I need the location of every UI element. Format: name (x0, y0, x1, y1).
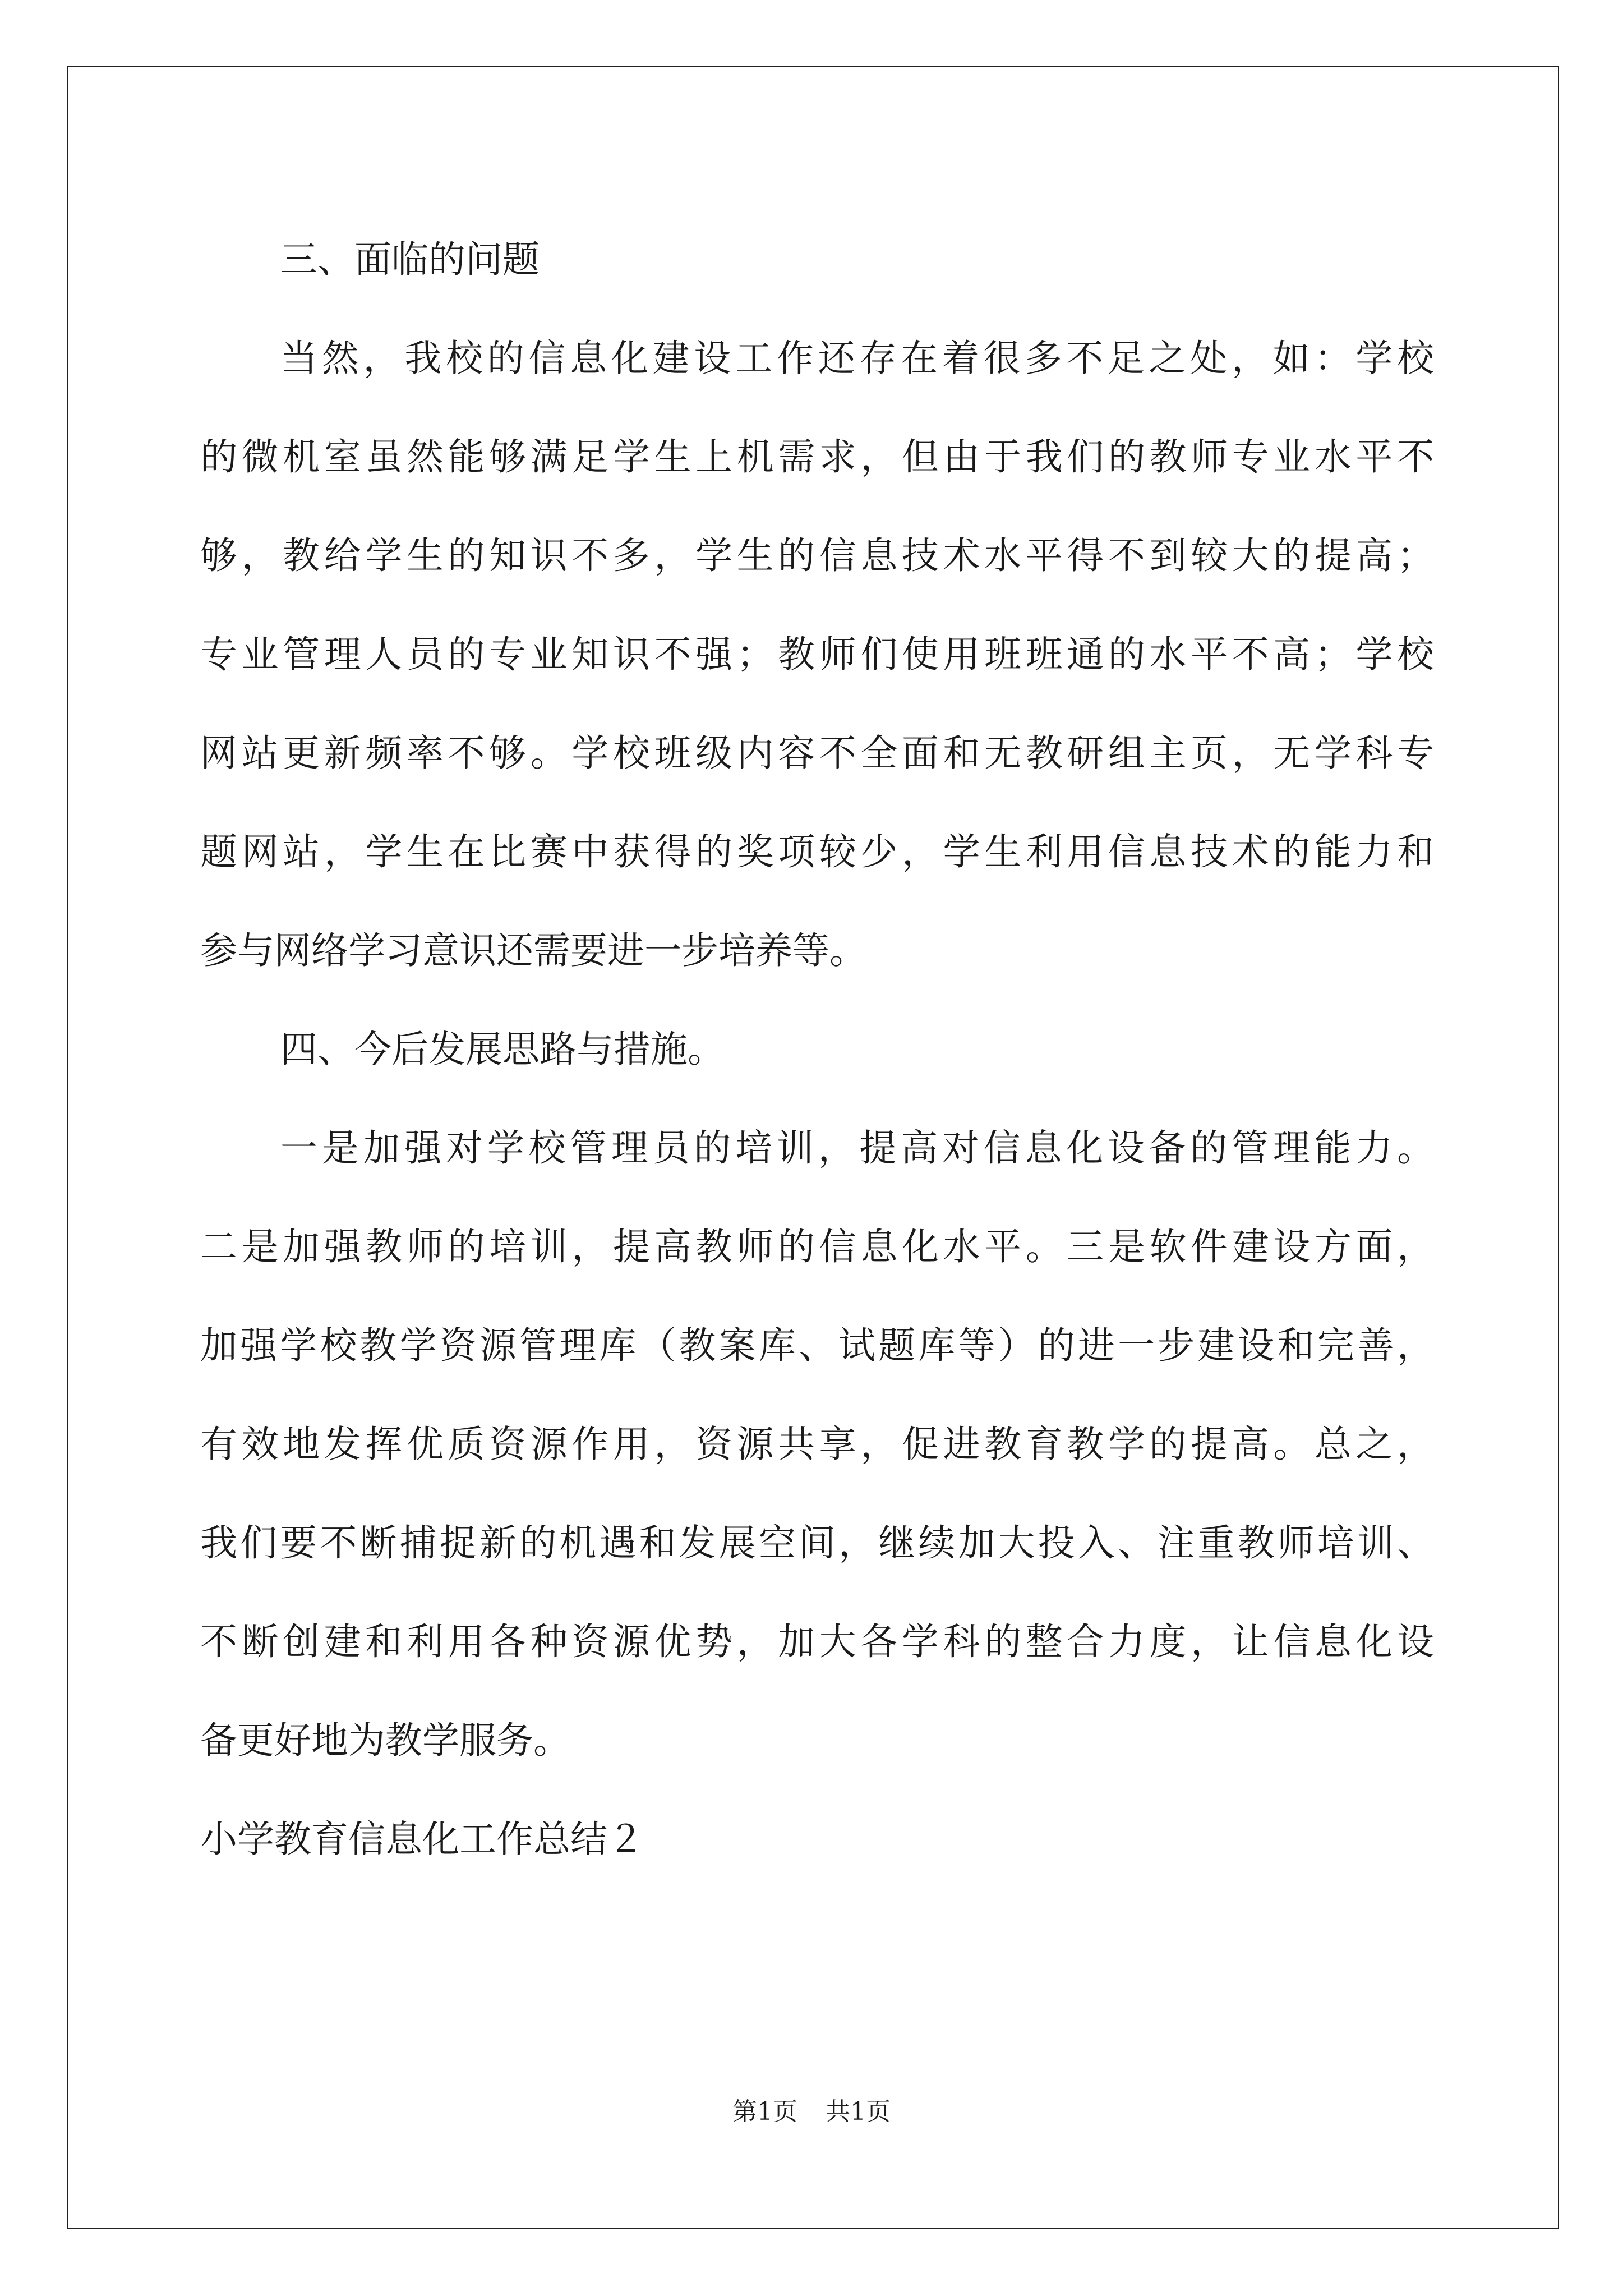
text-line: 不断创建和利用各种资源优势，加大各学科的整合力度，让信息化设 (200, 1620, 1434, 1663)
text-line: 四、今后发展思路与措施。 (280, 1028, 725, 1071)
text-line: 题网站，学生在比赛中获得的奖项较少，学生利用信息技术的能力和 (200, 830, 1434, 873)
text-line: 有效地发挥优质资源作用，资源共享，促进教育教学的提高。总之， (200, 1423, 1434, 1466)
page-count: 共1页 (826, 2097, 891, 2126)
page-number: 第1页 (732, 2097, 797, 2126)
text-line: 专业管理人员的专业知识不强；教师们使用班班通的水平不高；学校 (200, 633, 1434, 676)
text-line: 参与网络学习意识还需要进一步培养等。 (200, 929, 866, 972)
page-footer (0, 2091, 1623, 2127)
text-line: 加强学校教学资源管理库（教案库、试题库等）的进一步建设和完善， (200, 1324, 1434, 1367)
text-line: 够，教给学生的知识不多，学生的信息技术水平得不到较大的提高； (200, 534, 1434, 577)
text-line: 二是加强教师的培训，提高教师的信息化水平。三是软件建设方面， (200, 1225, 1434, 1268)
document-body (200, 210, 1434, 1889)
text-line: 备更好地为教学服务。 (200, 1719, 570, 1762)
text-line: 的微机室虽然能够满足学生上机需求，但由于我们的教师专业水平不 (200, 435, 1434, 478)
text-line: 我们要不断捕捉新的机遇和发展空间，继续加大投入、注重教师培训、 (200, 1521, 1434, 1565)
section-title: 小学教育信息化工作总结２ (200, 1818, 644, 1861)
text-line: 网站更新频率不够。学校班级内容不全面和无教研组主页，无学科专 (200, 731, 1434, 775)
text-line: 三、面临的问题 (280, 238, 540, 281)
text-line: 当然，我校的信息化建设工作还存在着很多不足之处，如：学校 (280, 337, 1434, 380)
text-line: 一是加强对学校管理员的培训，提高对信息化设备的管理能力。 (280, 1126, 1434, 1170)
